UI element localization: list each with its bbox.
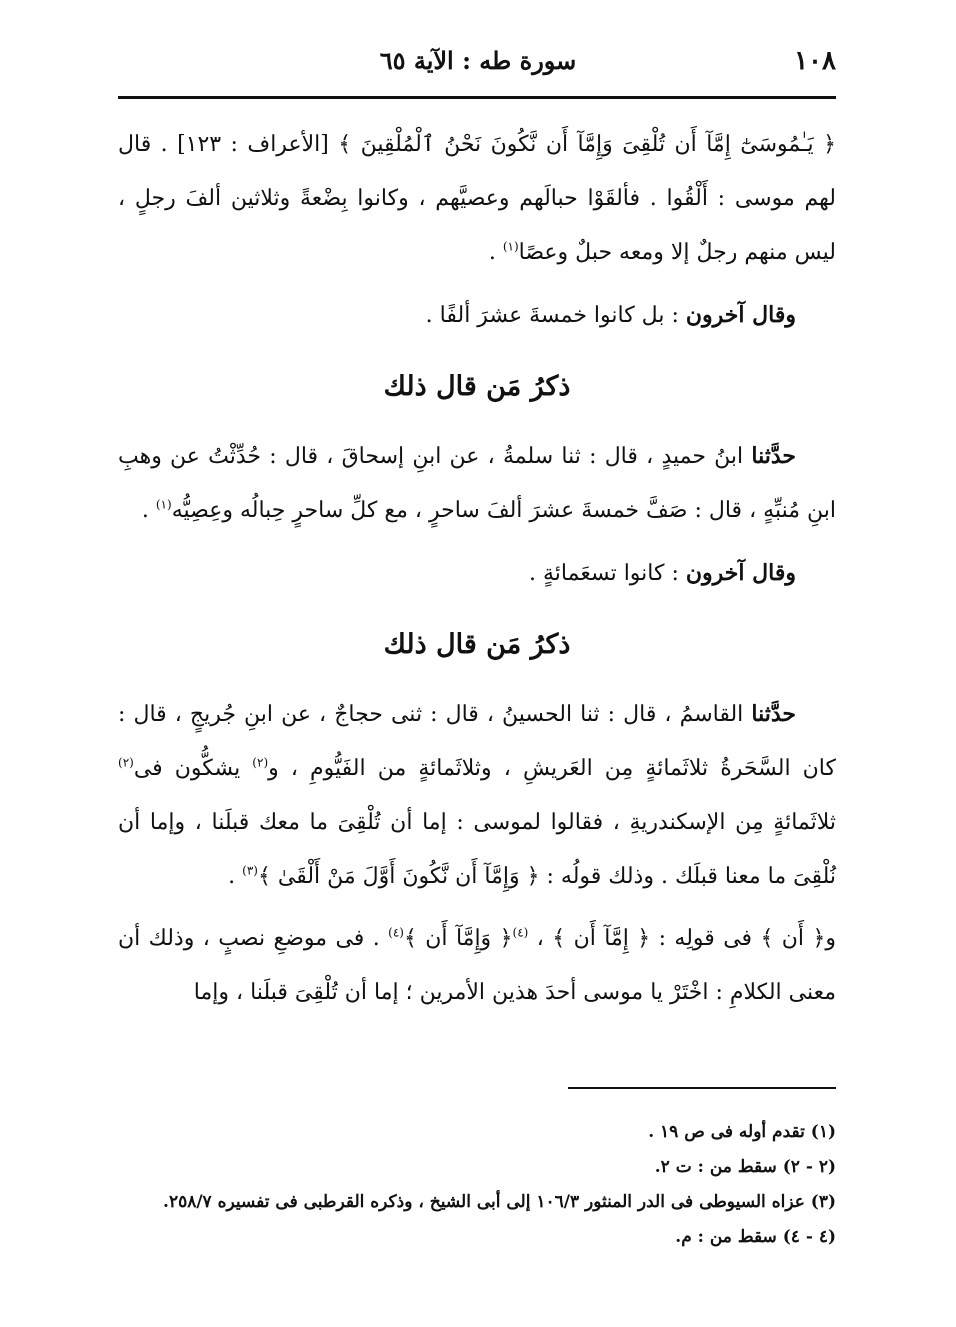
paragraph-1-end: . (488, 240, 503, 265)
footnote-ref: (١) (502, 239, 519, 254)
paragraph-5-text-a: القاسمُ ، قال : ثنا الحسينُ ، قال : ثنى حجاجٌ ، عن ابنِ جُريجٍ ، قال : كان السَّحَرةُ ثلاثَمائةٍ مِن العَريشِ ، وثلاثَمائةٍ من الفَيُّومِ ، و (118, 702, 836, 781)
paragraph-4 (118, 546, 836, 601)
running-title: سورة طه : الآية ٦٥ (379, 46, 577, 75)
footnote-ref: (٢) (118, 755, 134, 770)
paragraph-5-text-c: ثلاثَمائةٍ مِن الإسكندريةِ ، فقالوا لموسى : إما أن تُلْقِىَ ما معك قبلَنا ، وإما أن نُلْقِىَ ما معنا قبلَك . وذلك قولُه : ﴿ وَإِمَّآ أَن نَّكُونَ أَوَّلَ مَنْ أَلْقَىٰ ﴾ (118, 810, 836, 889)
main-text (118, 118, 836, 1028)
paragraph-5-text-b: يشكُّون فى (133, 756, 253, 781)
footnotes (118, 1115, 836, 1255)
footnote-2: (٢ - ٢) سقط من : ت ٢. (654, 1157, 836, 1177)
paragraph-5 (118, 687, 836, 904)
page-number: ١٠٨ (794, 46, 836, 76)
footnote-ref: (٤) (512, 925, 529, 940)
paragraph-3-end: . (141, 498, 156, 523)
page-header (118, 38, 836, 99)
section-heading-1: ذكرُ مَن قال ذلك (383, 371, 571, 402)
footnote-divider (568, 1087, 836, 1089)
section-heading-2: ذكرُ مَن قال ذلك (383, 629, 571, 660)
footnote-4: (٤ - ٤) سقط من : م. (675, 1227, 836, 1247)
paragraph-6 (118, 912, 836, 1020)
paragraph-3-text: ابنُ حميدٍ ، قال : ثنا سلمةُ ، عن ابنِ إسحاقَ ، قال : حُدِّثْتُ عن وهبِ ابنِ مُنبِّهٍ ، قال : صَفَّ خمسةَ عشرَ ألفَ ساحرٍ ، مع كلِّ ساحرٍ حِبالُه وعِصِيُّه (118, 444, 836, 523)
paragraph-6-text-b: ﴿ وَإِمَّآ أَن ﴾ (403, 926, 513, 951)
paragraph-3 (118, 429, 836, 538)
paragraph-1-text: ﴿ يَـٰمُوسَىٰٓ إِمَّآ أَن تُلْقِىَ وَإِمَّآ أَن نَّكُونَ نَحْنُ ٱلْمُلْقِينَ ﴾ [الأعراف : ١٢٣] . قال لهم موسى : أَلْقُوا . فألقَوْا حبالَهم وعصيَّهم ، وكانوا بِضْعةً وثلاثين ألفَ رجلٍ ، ليس منهم رجلٌ إلا ومعه حبلٌ وعصًا (118, 132, 836, 265)
paragraph-4-lead: وقال آخرون (685, 560, 796, 586)
paragraph-5-lead: حدَّثنا (751, 701, 796, 727)
paragraph-2-text: : بل كانوا خمسةَ عشرَ ألفًا . (425, 303, 686, 328)
paragraph-2 (118, 288, 836, 343)
footnote-ref: (٤) (388, 925, 404, 940)
paragraph-4-text: : كانوا تسعَمائةٍ . (529, 561, 686, 586)
paragraph-3-lead: حدَّثنا (751, 443, 796, 469)
footnote-ref: (٣) (242, 863, 258, 878)
paragraph-6-text-c: . فى موضعِ نصبٍ ، وذلك أن معنى الكلامِ : اخْتَرْ يا موسى أحدَ هذين الأمرين ؛ إما أن تُلْقِىَ قبلَنا ، وإما (118, 926, 836, 1005)
footnote-1: (١) تقدم أوله فى ص ١٩ . (648, 1122, 836, 1142)
footnote-3: (٣) عزاه السيوطى فى الدر المنثور ١٠٦/٣ إلى أبى الشيخ ، وذكره القرطبى فى تفسيره ٢٥٨/٧. (163, 1192, 836, 1212)
paragraph-2-lead: وقال آخرون (685, 302, 796, 328)
footnote-ref: (١) (155, 497, 172, 512)
paragraph-6-text-a: و﴿ أَن ﴾ فى قولِه : ﴿ إِمَّآ أَن ﴾ ، (528, 926, 836, 951)
paragraph-1 (118, 118, 836, 280)
footnote-ref: (٢) (252, 755, 269, 770)
paragraph-5-end: . (228, 864, 243, 889)
